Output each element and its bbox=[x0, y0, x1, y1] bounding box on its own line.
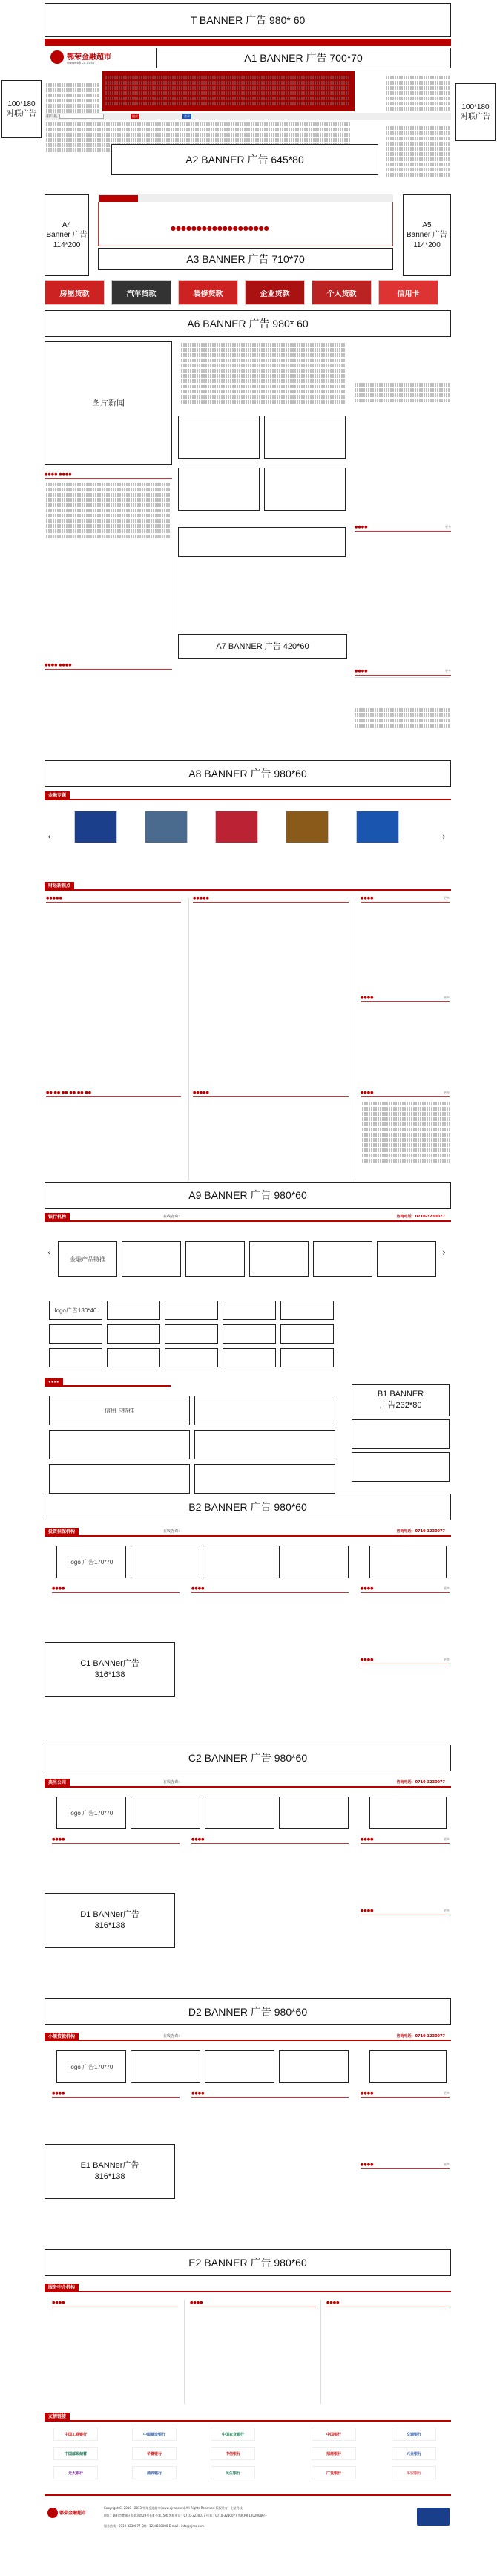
showcase-item-4[interactable] bbox=[286, 811, 329, 843]
finance-right-header-2: ●●●● 更多 bbox=[361, 995, 450, 1002]
logo-grid-2-2[interactable] bbox=[107, 1324, 160, 1344]
credit-tile-2[interactable] bbox=[194, 1396, 335, 1425]
b1-side-1[interactable] bbox=[352, 1419, 450, 1449]
bank-tile-6[interactable] bbox=[377, 1241, 436, 1277]
bank-tile-5[interactable] bbox=[313, 1241, 372, 1277]
showcase-item-2[interactable] bbox=[145, 811, 188, 843]
supermarket-promo-text: ●●●●●●●●●●●●●●●●●●● bbox=[171, 225, 269, 232]
credit-tile-3[interactable] bbox=[49, 1430, 190, 1459]
left-couplet-ad[interactable]: 100*180 对联广告 bbox=[1, 80, 42, 138]
microloan-tile-2[interactable] bbox=[131, 2050, 200, 2083]
microloan-section-bar: 小额贷款机构 在线咨询： 咨询电话：0710-3230077 bbox=[45, 2033, 451, 2041]
footer-logo-text: 鄂荣金融超市 bbox=[59, 2511, 87, 2516]
finance-left-tabs: ●● ●● ●● ●● ●● ●● bbox=[46, 1090, 181, 1097]
credit-card-tile[interactable]: 信用卡特推 bbox=[49, 1396, 190, 1425]
credit-tile-5[interactable] bbox=[49, 1464, 190, 1494]
left-form-rows bbox=[46, 483, 171, 540]
logo-grid-2-4[interactable] bbox=[223, 1324, 276, 1344]
showcase-next-icon[interactable]: › bbox=[442, 831, 446, 842]
a4-banner-ad[interactable]: A4 Banner 广告 114*200 bbox=[45, 194, 89, 276]
service-divider-2 bbox=[320, 2300, 321, 2404]
logo-grid-2-1[interactable] bbox=[49, 1324, 102, 1344]
loan-tile-personal[interactable]: 个人贷款 bbox=[312, 280, 372, 305]
a6-banner-ad[interactable]: A6 BANNER 广告 980* 60 bbox=[45, 310, 451, 337]
b1-banner-ad[interactable]: B1 BANNER 广告232*80 bbox=[352, 1384, 450, 1416]
bank-tile-3[interactable] bbox=[185, 1241, 245, 1277]
user-bar bbox=[45, 113, 451, 120]
header-right-news bbox=[386, 76, 450, 112]
showcase-item-3[interactable] bbox=[215, 811, 258, 843]
pawn-tile-4[interactable] bbox=[279, 1797, 349, 1829]
c2-banner-ad[interactable]: C2 BANNER 广告 980*60 bbox=[45, 1745, 451, 1771]
a9-banner-ad[interactable]: A9 BANNER 广告 980*60 bbox=[45, 1182, 451, 1209]
logo-icon bbox=[50, 50, 64, 64]
d1-banner-ad[interactable]: D1 BANNer广告 316*138 bbox=[45, 1893, 175, 1948]
a3-banner-ad[interactable]: A3 BANNER 广告 710*70 bbox=[98, 248, 393, 270]
news-box-2 bbox=[264, 416, 346, 459]
left-form-header: ●●●● ●●●● bbox=[45, 471, 172, 479]
bank-logo-11[interactable]: 光大银行 bbox=[53, 2466, 98, 2479]
bank-logo-6[interactable]: 中国邮政储蓄 bbox=[53, 2447, 98, 2460]
bank-logo-14[interactable]: 广发银行 bbox=[312, 2466, 356, 2479]
footer-hotline: 服务热线：0710-3230077 QQ：1234560000 E-mail：info@ejrcs.com bbox=[104, 2524, 204, 2528]
image-news[interactable]: 图片新闻 bbox=[45, 341, 172, 465]
finance-col-2: ●●●●● bbox=[193, 895, 349, 903]
financial-products-tile[interactable]: 金融产品特推 bbox=[58, 1241, 117, 1277]
finance-col-1: ●●●●● bbox=[46, 895, 181, 903]
supermarket-tab-active[interactable] bbox=[99, 195, 138, 202]
finance-right-list bbox=[362, 1102, 450, 1164]
showcase-item-5[interactable] bbox=[356, 811, 399, 843]
service-divider-1 bbox=[184, 2300, 185, 2404]
guarantee-col-3b: ●●●● 更多 bbox=[361, 1657, 450, 1664]
guarantee-col-1: ●●●● bbox=[52, 1586, 180, 1593]
pawn-col-1: ●●●● bbox=[52, 1837, 180, 1844]
news-box-4 bbox=[264, 468, 346, 511]
logo-grid-3-4[interactable] bbox=[223, 1348, 276, 1367]
a1-banner-ad[interactable]: A1 BANNER 广告 700*70 bbox=[156, 48, 451, 68]
search-label: 用户名 bbox=[46, 114, 58, 119]
guarantee-tile-2[interactable] bbox=[131, 1546, 200, 1578]
logo-grid-1-4[interactable] bbox=[223, 1301, 276, 1320]
a2-banner-ad[interactable]: A2 BANNER 广告 645*80 bbox=[111, 144, 378, 175]
finance-col-3: ●●●● 更多 bbox=[361, 895, 450, 903]
news-box-5 bbox=[178, 527, 346, 557]
finance-mid-header-2: ●●●●● bbox=[193, 1090, 349, 1097]
bank-logo-9[interactable]: 招商银行 bbox=[312, 2447, 356, 2460]
pawn-tile-5[interactable] bbox=[369, 1797, 447, 1829]
pawn-col-3b: ●●●● 更多 bbox=[361, 1908, 450, 1915]
footer-line bbox=[45, 2494, 451, 2496]
footer-logo-icon bbox=[47, 2508, 58, 2518]
logo-ad-130[interactable]: logo广告130*46 bbox=[49, 1301, 102, 1320]
logo-grid-3-2[interactable] bbox=[107, 1348, 160, 1367]
bank-section-bar: 银行机构 在线咨询： 咨询电话：0710-3230077 bbox=[45, 1213, 451, 1222]
logo[interactable] bbox=[50, 49, 139, 67]
nav-links bbox=[105, 76, 350, 107]
guarantee-tile-5[interactable] bbox=[369, 1546, 447, 1578]
microloan-col-2: ●●●● bbox=[191, 2090, 349, 2098]
bank-logo-7[interactable]: 华夏银行 bbox=[132, 2447, 177, 2460]
d2-banner-ad[interactable]: D2 BANNER 广告 980*60 bbox=[45, 1998, 451, 2025]
logo-url: www.ejrcs.com bbox=[67, 61, 95, 65]
b1-side-2[interactable] bbox=[352, 1452, 450, 1482]
finance-news-bar: 财经新视点 bbox=[45, 882, 451, 891]
loan-tile-credit[interactable]: 信用卡 bbox=[378, 280, 438, 305]
supermarket-tabs bbox=[98, 194, 393, 202]
footer-badge[interactable] bbox=[417, 2508, 450, 2526]
search-input[interactable] bbox=[59, 114, 104, 119]
logo-grid-2-3[interactable] bbox=[165, 1324, 218, 1344]
bank-prev-icon[interactable]: ‹ bbox=[47, 1247, 51, 1258]
logo-text: 鄂荣金融超市 bbox=[67, 53, 111, 62]
service-col-3: ●●●● bbox=[326, 2300, 450, 2307]
search-button[interactable]: 搜索 bbox=[132, 114, 138, 118]
pawn-tile-2[interactable] bbox=[131, 1797, 200, 1829]
financial-topic-bar: 金融专题 bbox=[45, 791, 451, 800]
bank-logo-3[interactable]: 中国农业银行 bbox=[211, 2428, 255, 2441]
loan-tile-business[interactable]: 企业贷款 bbox=[245, 280, 305, 305]
top-strip bbox=[45, 39, 451, 46]
t-banner-ad[interactable]: T BANNER 广告 980* 60 bbox=[45, 3, 451, 37]
pawn-col-2: ●●●● bbox=[191, 1837, 349, 1844]
loan-tile-house[interactable]: 房屋贷款 bbox=[45, 280, 105, 305]
logo-grid-3-1[interactable] bbox=[49, 1348, 102, 1367]
logo-grid-1-2[interactable] bbox=[107, 1301, 160, 1320]
logo-grid-3-3[interactable] bbox=[165, 1348, 218, 1367]
microloan-logo-ad[interactable]: logo 广告170*70 bbox=[56, 2050, 126, 2083]
right-news-list bbox=[355, 383, 450, 404]
a7-banner-ad[interactable]: A7 BANNER 广告 420*60 bbox=[178, 634, 347, 659]
loan-tile-car[interactable]: 汽车贷款 bbox=[111, 280, 171, 305]
financial-supermarket-box bbox=[98, 194, 393, 246]
logo-grid-2-5[interactable] bbox=[280, 1324, 334, 1344]
footer-address: 地址：襄阳市樊城区长虹北路29号长虹公寓15楼 客服电话：0710-3230077 传真：0710-3230077 鄂ICP备10020086号 bbox=[104, 2514, 267, 2517]
right-section-header-2: ●●●● 更多 bbox=[355, 668, 451, 676]
logo-grid-1-5[interactable] bbox=[280, 1301, 334, 1320]
guarantee-tile-4[interactable] bbox=[279, 1546, 349, 1578]
guarantee-logo-ad[interactable]: logo 广告170*70 bbox=[56, 1546, 126, 1578]
guarantee-section-bar: 投资担保机构 在线咨询： 咨询电话：0710-3230077 bbox=[45, 1528, 451, 1537]
guarantee-col-2: ●●●● bbox=[191, 1586, 349, 1593]
microloan-col-1: ●●●● bbox=[52, 2090, 180, 2098]
bank-logo-10[interactable]: 兴业银行 bbox=[392, 2447, 436, 2460]
bank-logo-15[interactable]: 平安银行 bbox=[392, 2466, 436, 2479]
partners-bar: 友情链接 bbox=[45, 2413, 451, 2422]
pawn-logo-ad[interactable]: logo 广告170*70 bbox=[56, 1797, 126, 1829]
e2-banner-ad[interactable]: E2 BANNER 广告 980*60 bbox=[45, 2249, 451, 2276]
bank-logo-13[interactable]: 民生银行 bbox=[211, 2466, 255, 2479]
c1-banner-ad[interactable]: C1 BANNer广告 316*138 bbox=[45, 1642, 175, 1697]
footer-logo[interactable] bbox=[47, 2506, 95, 2528]
right-section-header-1: ●●●● 更多 bbox=[355, 524, 451, 532]
microloan-col-3: ●●●● 更多 bbox=[361, 2090, 450, 2098]
credit-tile-6[interactable] bbox=[194, 1464, 335, 1494]
bank-tile-4[interactable] bbox=[249, 1241, 309, 1277]
a5-banner-ad[interactable]: A5 Banner 广告 114*200 bbox=[403, 194, 451, 276]
microloan-tile-4[interactable] bbox=[279, 2050, 349, 2083]
logo-grid-1-3[interactable] bbox=[165, 1301, 218, 1320]
e1-banner-ad[interactable]: E1 BANNer广告 316*138 bbox=[45, 2144, 175, 2199]
showcase-item-1[interactable] bbox=[74, 811, 117, 843]
bank-logo-8[interactable]: 中信银行 bbox=[211, 2447, 255, 2460]
finance-divider-1 bbox=[188, 898, 189, 1180]
logo-grid-3-5[interactable] bbox=[280, 1348, 334, 1367]
service-col-1: ●●●● bbox=[52, 2300, 178, 2307]
pawn-tile-3[interactable] bbox=[205, 1797, 274, 1829]
header-right-news-2 bbox=[386, 126, 450, 178]
microloan-tile-3[interactable] bbox=[205, 2050, 274, 2083]
bank-logo-5[interactable]: 交通银行 bbox=[392, 2428, 436, 2441]
side-promo-lines bbox=[355, 708, 450, 729]
news-box-1 bbox=[178, 416, 260, 459]
loan-tile-decor[interactable]: 装修贷款 bbox=[178, 280, 238, 305]
credit-section-bar: ●●●● bbox=[45, 1378, 171, 1387]
news-box-3 bbox=[178, 468, 260, 511]
finance-right-header-3: ●●●● 更多 bbox=[361, 1090, 450, 1097]
right-couplet-ad[interactable]: 100*180 对联广告 bbox=[455, 83, 496, 141]
microloan-tile-5[interactable] bbox=[369, 2050, 447, 2083]
header-left-news bbox=[46, 83, 99, 114]
login-button[interactable]: 登录 bbox=[184, 114, 190, 118]
bank-logo-12[interactable]: 浦发银行 bbox=[132, 2466, 177, 2479]
footer-copyright: Copyright(C) 2010 - 2013 鄂荣金融超市(www.ejrcs.com) All Rights Reserved 版权所有：七星科技 bbox=[104, 2506, 243, 2510]
bank-tile-2[interactable] bbox=[122, 1241, 181, 1277]
a8-banner-ad[interactable]: A8 BANNER 广告 980*60 bbox=[45, 760, 451, 787]
guarantee-tile-3[interactable] bbox=[205, 1546, 274, 1578]
b2-banner-ad[interactable]: B2 BANNER 广告 980*60 bbox=[45, 1494, 451, 1520]
bank-next-icon[interactable]: › bbox=[442, 1247, 446, 1258]
bank-logo-2[interactable]: 中国建设银行 bbox=[132, 2428, 177, 2441]
pawn-section-bar: 典当公司 在线咨询： 咨询电话：0710-3230077 bbox=[45, 1779, 451, 1788]
service-section-bar: 服务中介机构 bbox=[45, 2284, 451, 2292]
left-section-header-2: ●●●● ●●●● bbox=[45, 662, 172, 670]
guarantee-col-3: ●●●● 更多 bbox=[361, 1586, 450, 1593]
bank-logo-1[interactable]: 中国工商银行 bbox=[53, 2428, 98, 2441]
microloan-col-3b: ●●●● 更多 bbox=[361, 2162, 450, 2169]
main-news-list bbox=[181, 343, 346, 405]
showcase-prev-icon[interactable]: ‹ bbox=[47, 831, 51, 842]
bank-logo-4[interactable]: 中国银行 bbox=[312, 2428, 356, 2441]
credit-tile-4[interactable] bbox=[194, 1430, 335, 1459]
service-col-2: ●●●● bbox=[190, 2300, 316, 2307]
pawn-col-3: ●●●● 更多 bbox=[361, 1837, 450, 1844]
